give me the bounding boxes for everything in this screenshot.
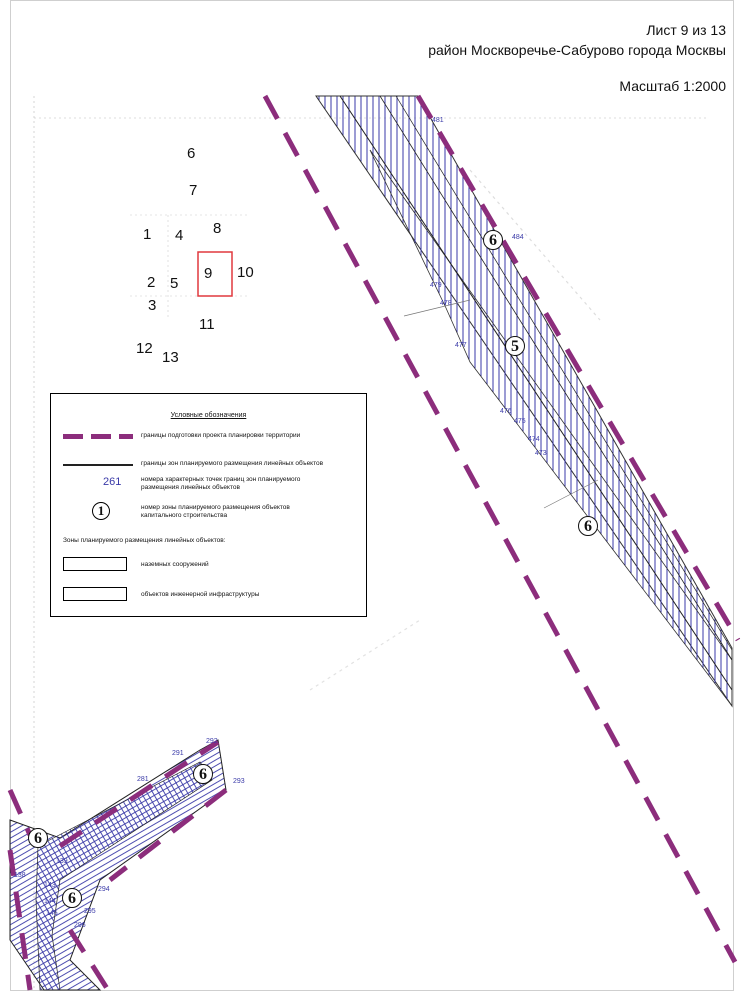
legend-box-surface <box>63 557 127 571</box>
legend-swatch-zone-number: 1 <box>92 502 110 520</box>
legend-swatch-point-number: 261 <box>103 476 122 488</box>
corridor-centerline-3 <box>396 96 732 650</box>
point-477: 477 <box>455 342 467 349</box>
sheet-number: Лист 9 из 13 <box>646 22 726 38</box>
index-sheet-1: 1 <box>143 226 152 243</box>
legend-item-point-number: номера характерных точек границ зон планируемого размещения линейных объектов <box>141 476 301 491</box>
point-291: 291 <box>172 750 184 757</box>
point-144: 144 <box>44 898 56 905</box>
point-473: 473 <box>535 450 547 457</box>
zone-marker-6-lower-a: 6 <box>193 764 213 784</box>
point-139: 139 <box>56 858 68 865</box>
index-sheet-8: 8 <box>213 220 222 237</box>
zone-marker-6-top: 6 <box>483 230 503 250</box>
corridor-centerline-1 <box>340 96 732 690</box>
point-294: 294 <box>98 886 110 893</box>
legend-box-engineering <box>63 587 127 601</box>
index-sheet-7: 7 <box>189 182 198 199</box>
legend-swatch-boundary <box>63 434 133 439</box>
zone-marker-6-lower-c: 6 <box>62 888 82 908</box>
legend-title: Условные обозначения <box>170 412 247 419</box>
index-sheet-12: 12 <box>136 340 153 357</box>
map-legend <box>50 393 367 617</box>
zone-marker-6-lower-b: 6 <box>28 828 48 848</box>
district-title: район Москворечье-Сабурово города Москвы <box>428 42 726 58</box>
legend-item-zone-number: номер зоны планируемого размещения объектов капитального строительства <box>141 504 290 519</box>
index-sheet-3: 3 <box>148 297 157 314</box>
zone-marker-6-right: 6 <box>578 516 598 536</box>
point-295: 295 <box>84 908 96 915</box>
point-293: 293 <box>233 778 245 785</box>
legend-zone-surface: наземных сооружений <box>141 561 209 568</box>
corridor-centerline-2 <box>380 96 732 660</box>
point-484: 484 <box>512 234 524 241</box>
index-sheet-6: 6 <box>187 145 196 162</box>
index-sheet-2: 2 <box>147 274 156 291</box>
legend-item-boundary: границы подготовки проекта планировки территории <box>141 432 301 439</box>
legend-zone-engineering: объектов инженерной инфраструктуры <box>141 591 260 598</box>
point-478: 478 <box>440 300 452 307</box>
map-scale: Масштаб 1:2000 <box>619 78 726 94</box>
zone-marker-5: 5 <box>505 336 525 356</box>
index-sheet-10: 10 <box>237 264 254 281</box>
point-145: 145 <box>46 910 58 917</box>
point-479: 479 <box>430 282 442 289</box>
point-474: 474 <box>528 436 540 443</box>
planning-boundary-ne <box>418 96 738 640</box>
point-296: 296 <box>74 922 86 929</box>
index-sheet-5: 5 <box>170 275 179 292</box>
index-sheet-11: 11 <box>199 316 215 333</box>
faint-road-2 <box>310 620 420 690</box>
point-281: 281 <box>137 776 149 783</box>
legend-item-zone-line: границы зон планируемого размещения линейных объектов <box>141 460 324 467</box>
legend-zones-title: Зоны планируемого размещения линейных объектов: <box>63 537 226 544</box>
index-sheet-4: 4 <box>175 227 184 244</box>
point-481: 481 <box>432 117 444 124</box>
index-sheet-9-current: 9 <box>204 265 213 282</box>
point-475: 475 <box>514 418 526 425</box>
legend-swatch-zone-line <box>63 464 133 466</box>
point-143: 143 <box>44 882 56 889</box>
point-476: 476 <box>500 408 512 415</box>
point-292: 292 <box>206 738 218 745</box>
point-138: 138 <box>14 872 26 879</box>
index-sheet-13: 13 <box>162 349 179 366</box>
